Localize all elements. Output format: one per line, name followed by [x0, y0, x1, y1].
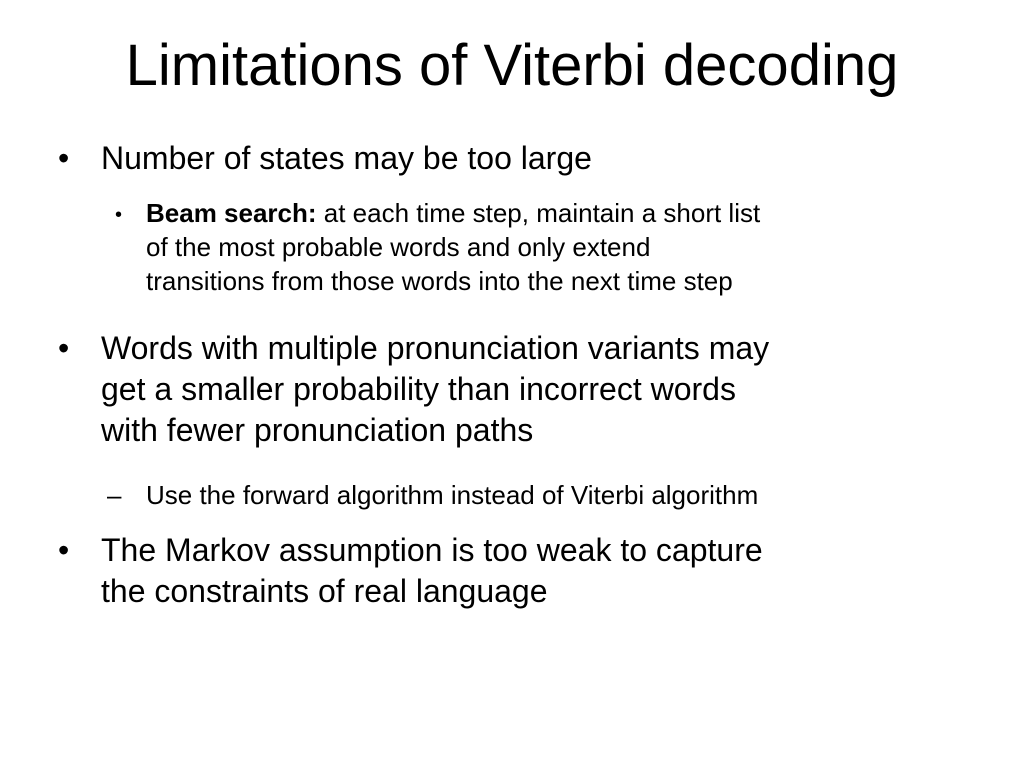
dash-marker: –: [107, 480, 122, 510]
bullet-line: get a smaller probability than incorrect words: [101, 371, 736, 407]
bold-term: Beam search:: [146, 198, 317, 228]
bullet-line: the constraints of real language: [101, 573, 548, 609]
bullet-line-rest: at each time step, maintain a short list: [316, 198, 761, 228]
bullet-text: [101, 138, 592, 179]
bullet-line: The Markov assumption is too weak to capture: [101, 532, 763, 568]
bullet-line: of the most probable words and only extend: [146, 232, 651, 262]
bullet-text: [146, 196, 760, 298]
bullet-line: with fewer pronunciation paths: [101, 412, 534, 448]
bullet-text: [146, 478, 758, 512]
bullet-line: [146, 196, 760, 230]
bullet-marker: •: [58, 330, 70, 366]
bullet-marker: •: [58, 140, 70, 176]
bullet-text: [101, 530, 763, 612]
bullet-marker: •: [58, 532, 70, 568]
slide-title: Limitations of Viterbi decoding: [125, 33, 899, 98]
bullet-line: transitions from those words into the next time step: [146, 266, 733, 296]
bullet-marker: •: [115, 204, 123, 226]
bullet-line: Words with multiple pronunciation variants may: [101, 330, 770, 366]
bullet-text: [101, 328, 769, 451]
bullet-line: Use the forward algorithm instead of Viterbi algorithm: [146, 480, 759, 510]
bullet-line: Number of states may be too large: [101, 140, 592, 176]
